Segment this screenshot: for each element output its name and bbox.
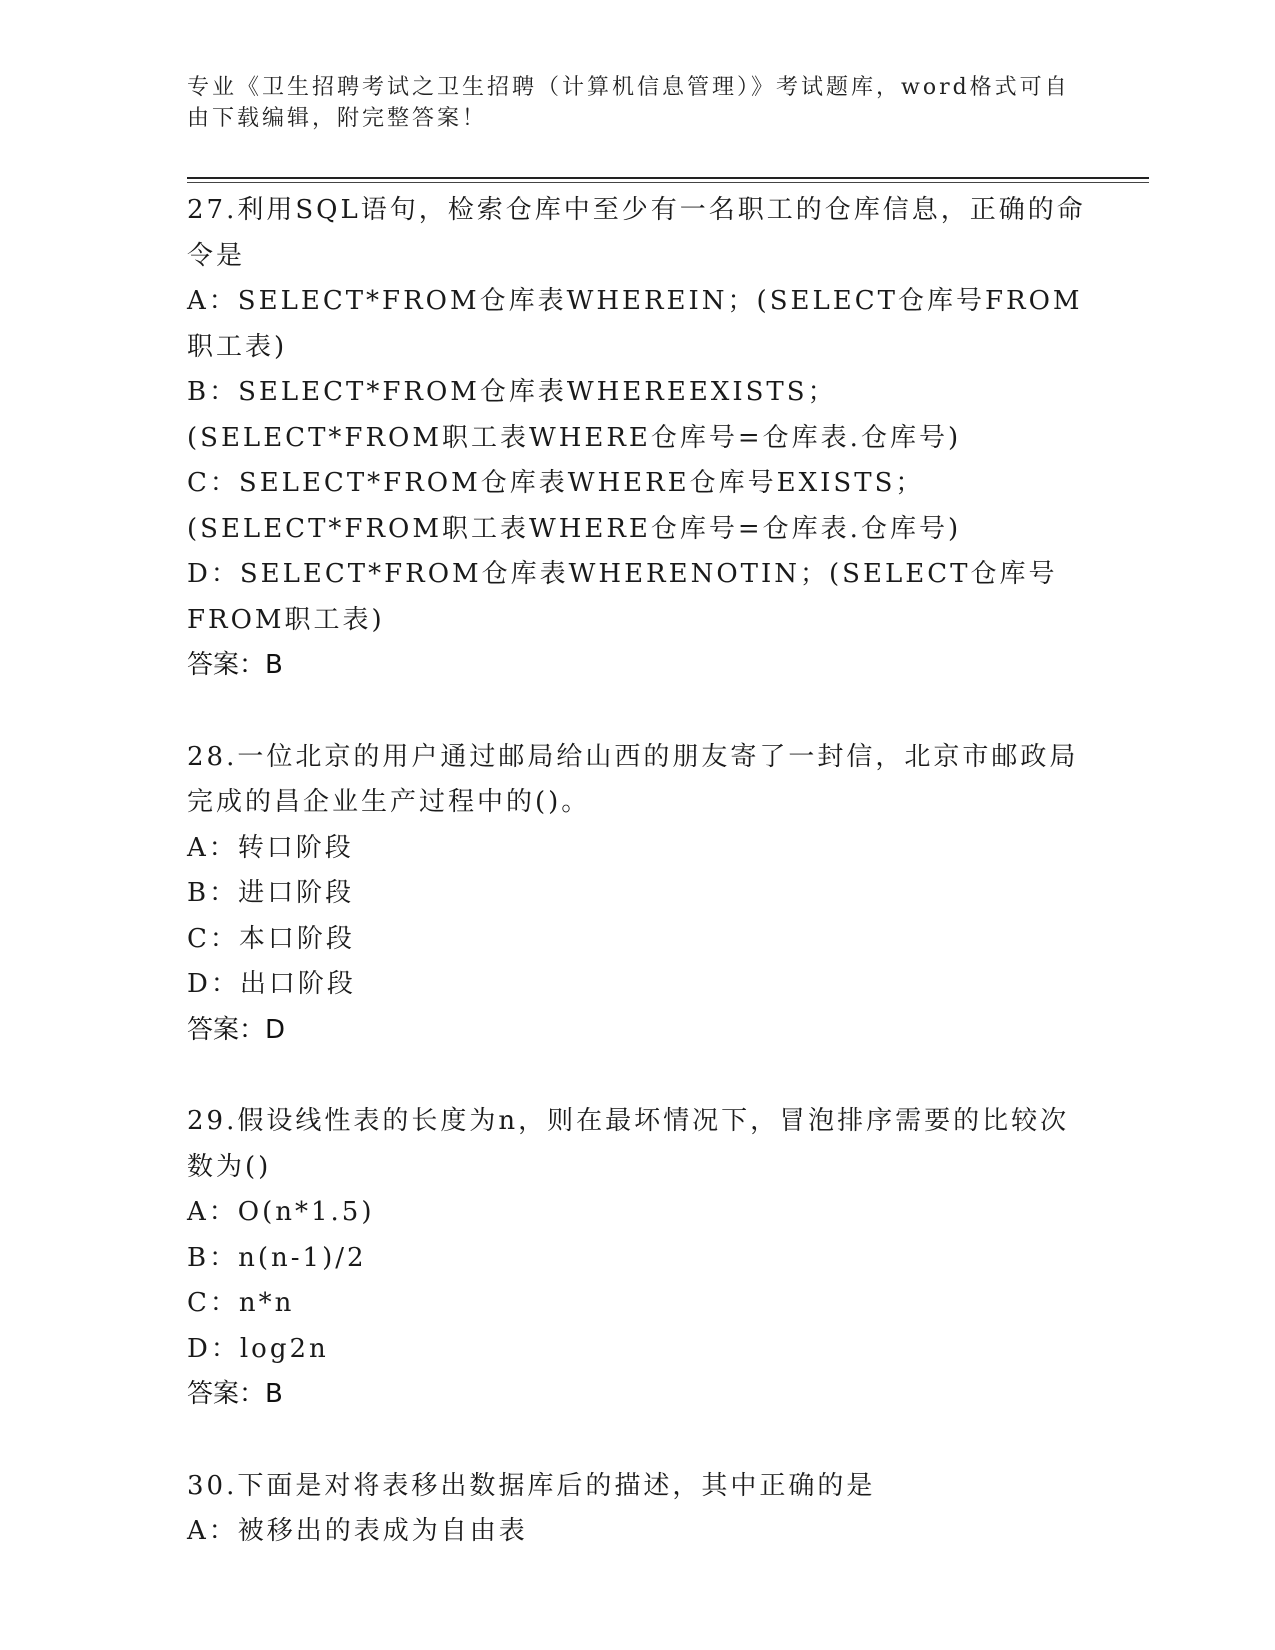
option-a: A：O(n*1.5) [187,1197,375,1227]
option-d: D：SELECT*FROM仓库表WHERENOTIN；(SELECT仓库号FROM职工表) [187,559,1058,635]
option-b: B：n(n-1)/2 [187,1242,367,1273]
question-stem: 27.利用SQL语句，检索仓库中至少有一名职工的仓库信息，正确的命令是 [187,195,1086,271]
question-29 [187,1099,1087,1418]
option-d: D：出口阶段 [187,969,356,999]
option-b: B：进口阶段 [187,878,355,908]
answer-line: 答案：B [187,650,283,680]
question-stem: 29.假设线性表的长度为n，则在最坏情况下，冒泡排序需要的比较次数为() [187,1106,1070,1182]
question-27 [187,188,1087,689]
answer-line: 答案：D [187,1014,286,1045]
option-a: A：转口阶段 [187,832,354,863]
header-divider-thin [187,182,1149,183]
option-d: D：log2n [187,1333,329,1364]
question-30 [187,1464,1087,1555]
option-b: B：SELECT*FROM仓库表WHEREEXISTS；(SELECT*FROM职工表WHERE仓库号=仓库表.仓库号) [187,377,962,453]
question-28 [187,735,1087,1054]
question-stem: 28.一位北京的用户通过邮局给山西的朋友寄了一封信，北京市邮政局完成的昌企业生产过程中的()。 [187,741,1079,817]
question-stem: 30.下面是对将表移出数据库后的描述，其中正确的是 [187,1470,876,1501]
option-a: A：SELECT*FROM仓库表WHEREIN；(SELECT仓库号FROM职工表) [187,286,1083,362]
option-c: C：n*n [187,1288,295,1318]
option-c: C：本口阶段 [187,923,355,954]
question-list [187,188,1087,1555]
option-c: C：SELECT*FROM仓库表WHERE仓库号EXISTS；(SELECT*FROM职工表WHERE仓库号=仓库表.仓库号) [187,468,962,544]
answer-line: 答案：B [187,1379,283,1409]
option-a: A：被移出的表成为自由表 [187,1516,528,1546]
header-divider-thick [187,177,1149,179]
document-intro: 专业《卫生招聘考试之卫生招聘（计算机信息管理）》考试题库，word格式可自由下载编辑，附完整答案！ [187,75,1070,131]
